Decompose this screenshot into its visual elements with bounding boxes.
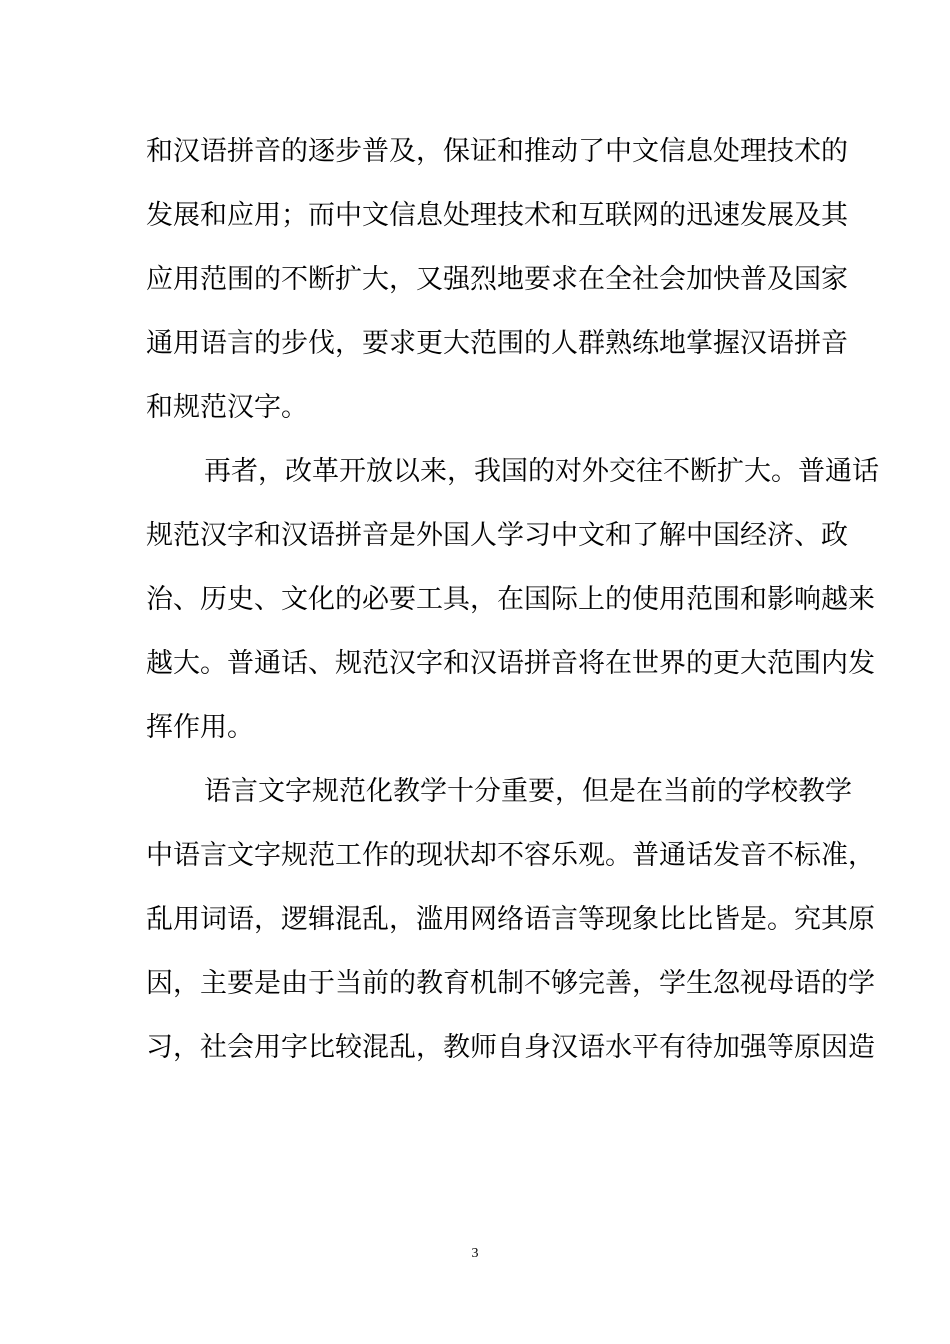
text-line: 和汉语拼音的逐步普及，保证和推动了中文信息处理技术的 <box>146 136 848 167</box>
text-line: 因，主要是由于当前的教育机制不够完善，学生忽视母语的学 <box>146 968 875 999</box>
text-line: 规范汉字和汉语拼音是外国人学习中文和了解中国经济、政 <box>146 520 848 551</box>
text-line: 挥作用。 <box>146 712 254 743</box>
text-line: 通用语言的步伐，要求更大范围的人群熟练地掌握汉语拼音 <box>146 328 848 359</box>
text-line: 应用范围的不断扩大，又强烈地要求在全社会加快普及国家 <box>146 264 848 295</box>
text-line: 越大。普通话、规范汉字和汉语拼音将在世界的更大范围内发 <box>146 648 875 679</box>
text-line: 乱用词语，逻辑混乱，滥用网络语言等现象比比皆是。究其原 <box>146 904 875 935</box>
text-line: 和规范汉字。 <box>146 392 308 423</box>
body-text <box>146 126 879 1086</box>
paragraph-first-line: 语言文字规范化教学十分重要，但是在当前的学校教学 <box>204 776 852 807</box>
text-line: 习，社会用字比较混乱，教师自身汉语水平有待加强等原因造 <box>146 1032 875 1063</box>
text-line: 治、历史、文化的必要工具，在国际上的使用范围和影响越来 <box>146 584 875 615</box>
page-number: 3 <box>471 1246 479 1261</box>
paragraph-first-line: 再者，改革开放以来，我国的对外交往不断扩大。普通话 <box>204 456 879 487</box>
text-line: 发展和应用；而中文信息处理技术和互联网的迅速发展及其 <box>146 200 848 231</box>
text-line: 中语言文字规范工作的现状却不容乐观。普通话发音不标准， <box>146 840 875 871</box>
